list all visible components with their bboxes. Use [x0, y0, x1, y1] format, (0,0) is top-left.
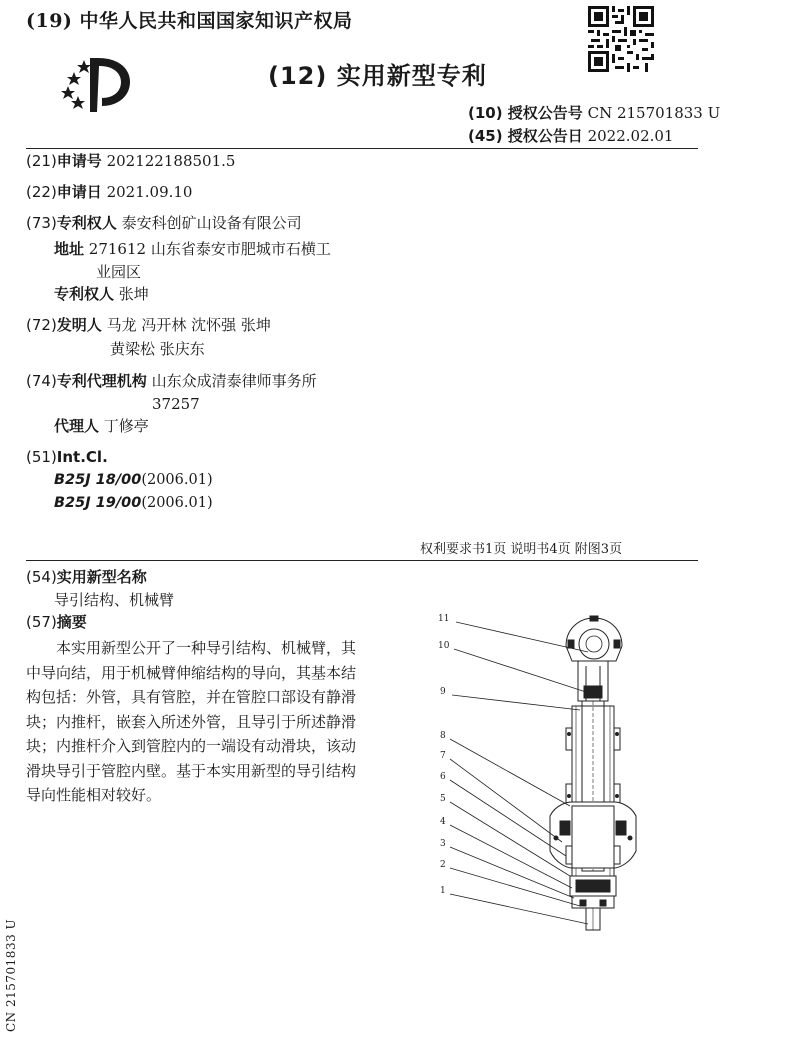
- field-value: 202122188501.5: [106, 152, 236, 170]
- figure-label-group: [438, 614, 450, 896]
- publication-number-label: (10) 授权公告号: [468, 104, 583, 122]
- field-label: 实用新型名称: [56, 568, 147, 586]
- inventors-line-1: 马龙 冯开林 沈怀强 张坤: [106, 316, 271, 334]
- patentee-address: [54, 238, 331, 260]
- field-label: 摘要: [56, 613, 87, 631]
- field-label: 专利权人: [56, 214, 117, 232]
- agency-line-1: 山东众成清泰律师事务所: [151, 372, 317, 390]
- technical-drawing: [420, 606, 660, 936]
- figure-label: 11: [438, 614, 450, 624]
- figure-label: 2: [440, 860, 446, 870]
- utility-model-title: 导引结构、机械臂: [54, 591, 175, 609]
- field-label: 地址: [54, 240, 85, 258]
- field-code: (22): [26, 183, 57, 201]
- office-name: (19) 中华人民共和国国家知识产权局: [26, 10, 353, 32]
- ipc-class-item: [54, 495, 213, 511]
- ipc-heading: [26, 446, 108, 468]
- address-line-2: 业园区: [96, 263, 142, 281]
- figure-label: 9: [440, 687, 446, 697]
- publication-number: [468, 102, 720, 123]
- header-divider: [26, 148, 698, 149]
- document-type-title: (12) 实用新型专利: [268, 62, 487, 90]
- figure-label: 4: [440, 817, 446, 827]
- field-label: 专利权人: [54, 285, 115, 303]
- application-number: [26, 150, 235, 172]
- figure-label: 5: [440, 794, 446, 804]
- field-value: 2021.09.10: [106, 183, 193, 201]
- patentee-primary: [26, 212, 302, 234]
- address-line-1: 271612 山东省泰安市肥城市石横工: [88, 240, 331, 258]
- publication-date-value: 2022.02.01: [587, 127, 674, 145]
- field-label: 专利代理机构: [56, 372, 147, 390]
- lower-flange-disc: [550, 802, 636, 876]
- field-code: (21): [26, 152, 57, 170]
- figure-label: 3: [440, 839, 446, 849]
- figure-label: 7: [440, 751, 446, 761]
- field-code: (54): [26, 568, 57, 586]
- cnipa-logo-icon: [58, 52, 136, 116]
- abstract-text: 本实用新型公开了一种导引结构、机械臂，其中导向结，用于机械臂伸缩结构的导向，其基本结构包括：外管，具有管腔，并在管腔口部设有静滑块；内推杆，嵌套入所述外管，且导引于所述静滑块；内推杆介入到管腔内的一端设有动滑块，该动滑块导引于管腔内壁。基于本实用新型的导引结构导向性能相对较好。: [26, 639, 357, 804]
- field-code: (73): [26, 214, 57, 232]
- ipc-class-code: B25J 19/00: [54, 495, 142, 511]
- field-label: Int.Cl.: [56, 448, 108, 466]
- patent-agency: [26, 370, 317, 392]
- field-label: 申请号: [56, 152, 102, 170]
- field-value: 张坤: [118, 285, 149, 303]
- field-label: 发明人: [56, 316, 102, 334]
- ipc-class-code: B25J 18/00: [54, 472, 142, 488]
- publication-date-label: (45) 授权公告日: [468, 127, 583, 145]
- inventors: [26, 314, 271, 336]
- section-divider: [26, 560, 698, 561]
- ipc-class-item: [54, 472, 213, 488]
- inventors-line-2: 黄梁松 张庆东: [110, 340, 205, 358]
- field-code: (57): [26, 613, 57, 631]
- field-label: 代理人: [54, 417, 100, 435]
- utility-model-title-heading: [26, 566, 147, 588]
- patentee-secondary: [54, 283, 149, 305]
- patent-agent: [54, 415, 149, 437]
- field-value: 泰安科创矿山设备有限公司: [121, 214, 302, 232]
- field-label: 申请日: [56, 183, 102, 201]
- agency-line-2: 37257: [152, 395, 200, 413]
- field-value: 丁修亭: [103, 417, 149, 435]
- figure-label: 1: [440, 886, 446, 896]
- figure-label: 8: [440, 731, 446, 741]
- publication-date: [468, 125, 673, 146]
- publication-number-value: CN 215701833 U: [587, 104, 721, 122]
- figure-label: 10: [438, 641, 450, 651]
- side-publication-number: CN 215701833 U: [4, 918, 18, 1032]
- field-code: (51): [26, 448, 57, 466]
- figure-label: 6: [440, 772, 446, 782]
- top-joint-ring: [566, 616, 622, 661]
- ipc-class-version: (2006.01): [141, 495, 213, 511]
- field-code: (72): [26, 316, 57, 334]
- pages-info: 权利要求书1页 说明书4页 附图3页: [420, 542, 623, 557]
- ipc-class-version: (2006.01): [141, 472, 213, 488]
- qr-code-icon: [588, 6, 654, 72]
- abstract-heading: [26, 611, 87, 633]
- leader-lines: [450, 622, 588, 924]
- application-date: [26, 181, 192, 203]
- field-code: (74): [26, 372, 57, 390]
